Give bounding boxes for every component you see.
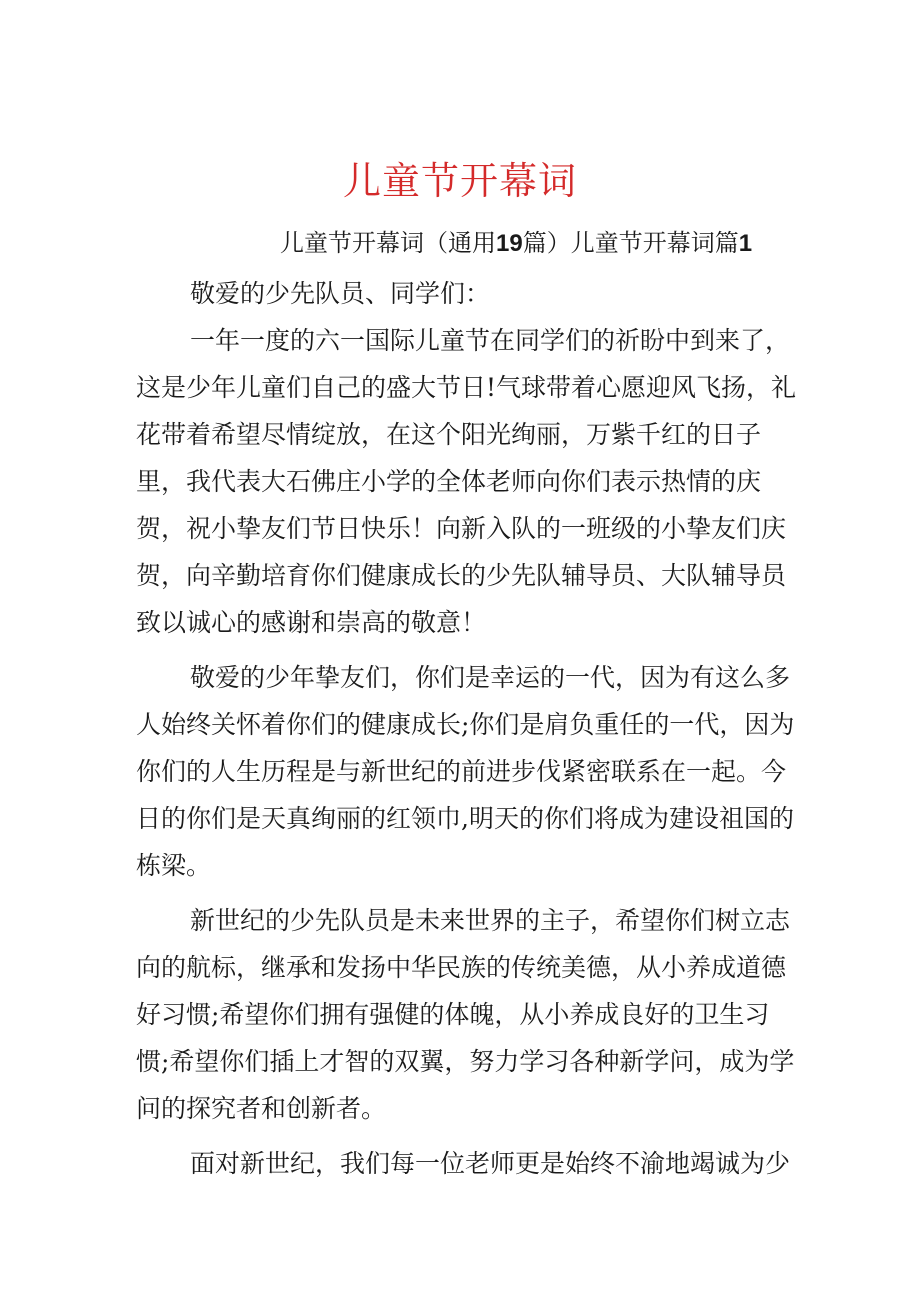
paragraph-line: 新世纪的少先队员是未来世界的主子，希望你们树立志	[190, 906, 791, 935]
document-title: 儿童节开幕词	[342, 159, 577, 203]
paragraph-line: 问的探究者和创新者。	[136, 1094, 387, 1123]
paragraph-line: 贺，祝小挚友们节日快乐！向新入队的一班级的小挚友们庆	[136, 514, 787, 543]
paragraph-line: 敬爱的少年挚友们，你们是幸运的一代，因为有这么多	[190, 663, 791, 692]
greeting-line: 敬爱的少先队员、同学们：	[190, 279, 491, 308]
paragraph-line: 一年一度的六一国际儿童节在同学们的祈盼中到来了，	[190, 326, 791, 355]
subtitle-prefix: 儿童节开幕词（通用	[280, 229, 496, 257]
paragraph-1	[136, 317, 796, 646]
paragraph-line: 人始终关怀着你们的健康成长;你们是肩负重任的一代，因为	[136, 710, 795, 739]
subtitle-count: 19	[496, 230, 523, 257]
paragraph-3	[136, 897, 796, 1132]
paragraph-line: 里，我代表大石佛庄小学的全体老师向你们表示热情的庆	[136, 467, 762, 496]
paragraph-line: 这是少年儿童们自己的盛大节日!气球带着心愿迎风飞扬，礼	[136, 373, 797, 402]
paragraph-line: 贺，向辛勤培育你们健康成长的少先队辅导员、大队辅导员	[136, 561, 787, 590]
paragraph-line: 好习惯;希望你们拥有强健的体魄，从小养成良好的卫生习	[136, 1000, 770, 1029]
paragraph-line: 惯;希望你们插上才智的双翼，努力学习各种新学问，成为学	[136, 1047, 795, 1076]
paragraph-line: 致以诚心的感谢和崇高的敬意！	[136, 608, 487, 637]
paragraph-line: 日的你们是天真绚丽的红领巾,明天的你们将成为建设祖国的	[136, 804, 794, 833]
paragraph-4	[136, 1140, 796, 1187]
paragraph-line: 栋梁。	[136, 851, 212, 880]
subtitle-middle: 篇）儿童节开幕词篇	[522, 229, 739, 257]
paragraph-line: 面对新世纪，我们每一位老师更是始终不渝地竭诚为少	[190, 1149, 791, 1178]
document-subtitle	[280, 228, 752, 259]
paragraph-line: 向的航标，继承和发扬中华民族的传统美德，从小养成道德	[136, 953, 787, 982]
paragraph-2	[136, 654, 796, 889]
paragraph-line: 花带着希望尽情绽放，在这个阳光绚丽，万紫千红的日子	[136, 420, 762, 449]
document-body	[136, 270, 796, 1187]
subtitle-number: 1	[738, 230, 753, 257]
paragraph-line: 你们的人生历程是与新世纪的前进步伐紧密联系在一起。今	[136, 757, 787, 786]
